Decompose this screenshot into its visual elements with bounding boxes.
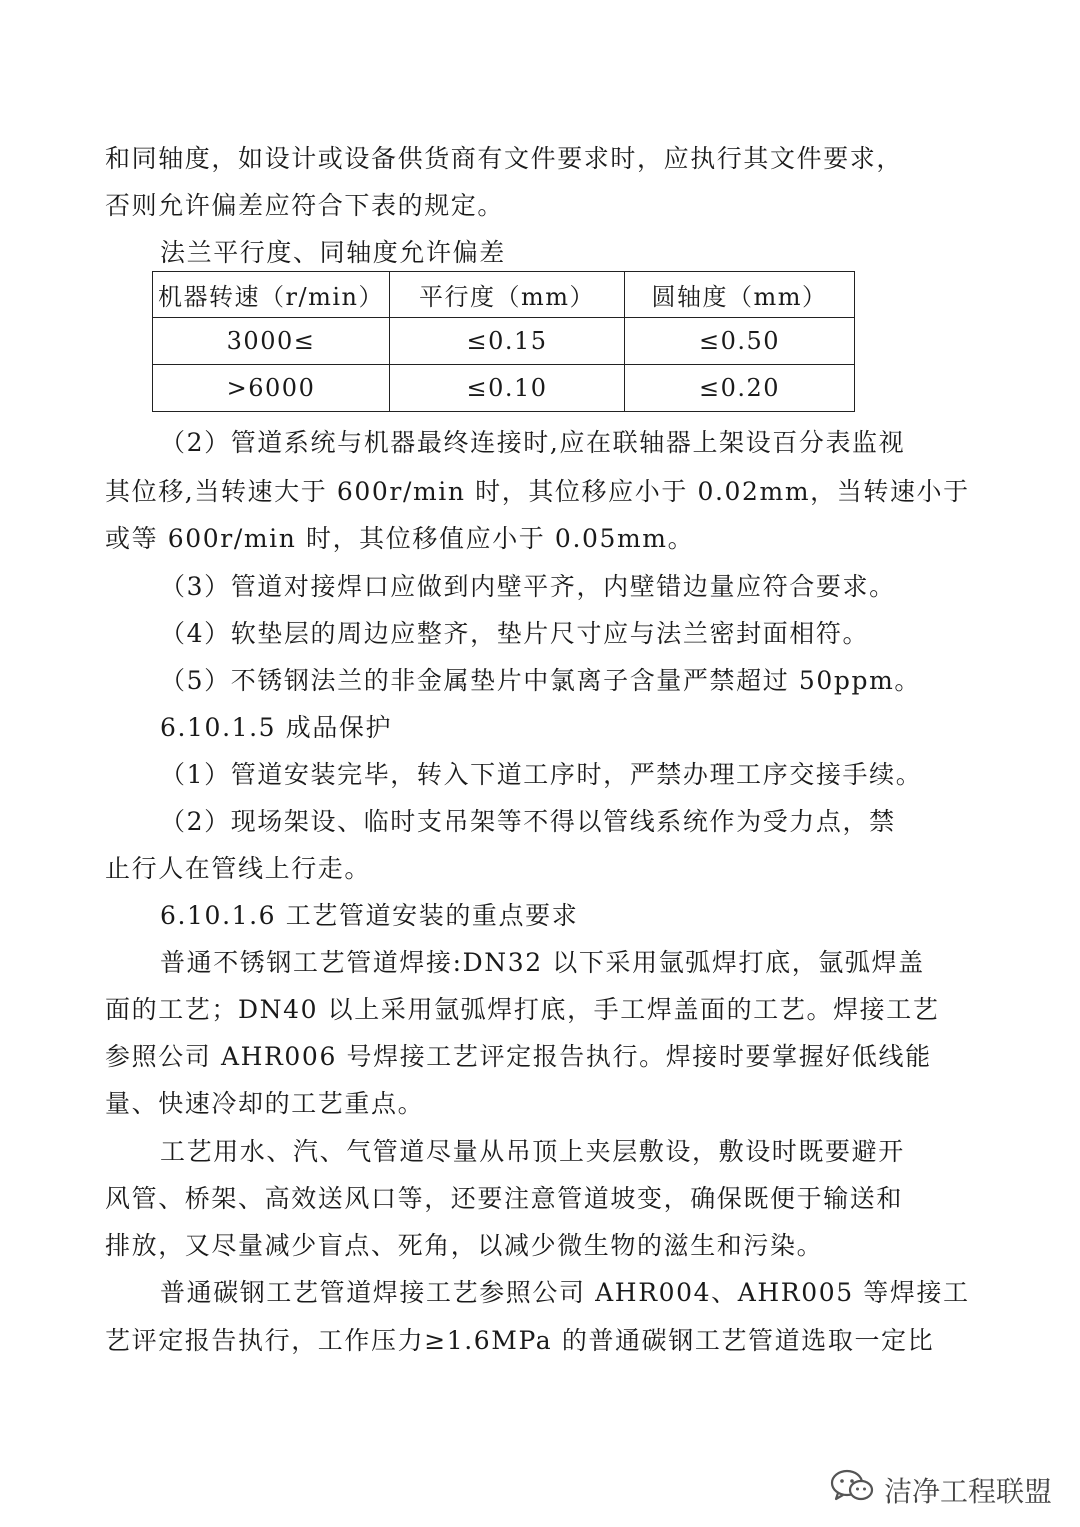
section-heading: 6.10.1.6 工艺管道安装的重点要求 — [160, 901, 579, 930]
paragraph-line: 止行人在管线上行走。 — [105, 854, 372, 883]
table-header-cell: 平行度（mm） — [390, 272, 625, 318]
table-row — [153, 365, 855, 412]
paragraph-line: （2）现场架设、临时支吊架等不得以管线系统作为受力点，禁 — [160, 807, 896, 836]
paragraph-line: （5）不锈钢法兰的非金属垫片中氯离子含量严禁超过 50ppm。 — [160, 666, 921, 695]
table-caption: 法兰平行度、同轴度允许偏差 — [160, 238, 506, 267]
wechat-icon — [830, 1468, 874, 1511]
paragraph-line: 否则允许偏差应符合下表的规定。 — [105, 191, 505, 220]
table-cell: ≤0.50 — [625, 318, 855, 365]
paragraph-line: 面的工艺；DN40 以上采用氩弧焊打底，手工焊盖面的工艺。焊接工艺 — [105, 995, 940, 1024]
paragraph-line: 量、快速冷却的工艺重点。 — [105, 1089, 425, 1118]
paragraph-line: 参照公司 AHR006 号焊接工艺评定报告执行。焊接时要掌握好低线能 — [105, 1042, 932, 1071]
table-cell: ≤0.20 — [625, 365, 855, 412]
table-header-cell: 机器转速（r/min） — [153, 272, 390, 318]
table-cell: ≤0.10 — [390, 365, 625, 412]
paragraph-line: 和同轴度，如设计或设备供货商有文件要求时，应执行其文件要求， — [105, 144, 904, 173]
paragraph-line: 排放，又尽量减少盲点、死角，以减少微生物的滋生和污染。 — [105, 1231, 824, 1260]
tolerance-table — [152, 271, 855, 412]
paragraph-line: 其位移,当转速大于 600r/min 时，其位移应小于 0.02mm，当转速小于 — [105, 477, 970, 506]
watermark-text: 洁净工程联盟 — [883, 1474, 1052, 1508]
paragraph-line: （2）管道系统与机器最终连接时,应在联轴器上架设百分表监视 — [160, 428, 906, 457]
table-cell: ≤0.15 — [390, 318, 625, 365]
paragraph-line: （3）管道对接焊口应做到内壁平齐，内壁错边量应符合要求。 — [160, 572, 896, 601]
paragraph-line: （4）软垫层的周边应整齐，垫片尺寸应与法兰密封面相符。 — [160, 619, 870, 648]
paragraph-line: （1）管道安装完毕，转入下道工序时，严禁办理工序交接手续。 — [160, 760, 923, 789]
paragraph-line: 工艺用水、汽、气管道尽量从吊顶上夹层敷设，敷设时既要避开 — [160, 1137, 905, 1166]
table-cell: >6000 — [153, 365, 390, 412]
paragraph-line: 普通不锈钢工艺管道焊接:DN32 以下采用氩弧焊打底，氩弧焊盖 — [160, 948, 925, 977]
watermark — [830, 1468, 1052, 1511]
table-header-cell: 圆轴度（mm） — [625, 272, 855, 318]
paragraph-line: 或等 600r/min 时，其位移值应小于 0.05mm。 — [105, 524, 695, 553]
table-header-row — [153, 272, 855, 318]
table-cell: 3000≤ — [153, 318, 390, 365]
section-heading: 6.10.1.5 成品保护 — [160, 713, 393, 742]
paragraph-line: 普通碳钢工艺管道焊接工艺参照公司 AHR004、AHR005 等焊接工 — [160, 1278, 970, 1307]
table-row — [153, 318, 855, 365]
paragraph-line: 艺评定报告执行，工作压力≥1.6MPa 的普通碳钢工艺管道选取一定比 — [105, 1326, 935, 1355]
paragraph-line: 风管、桥架、高效送风口等，还要注意管道坡变，确保既便于输送和 — [105, 1184, 904, 1213]
